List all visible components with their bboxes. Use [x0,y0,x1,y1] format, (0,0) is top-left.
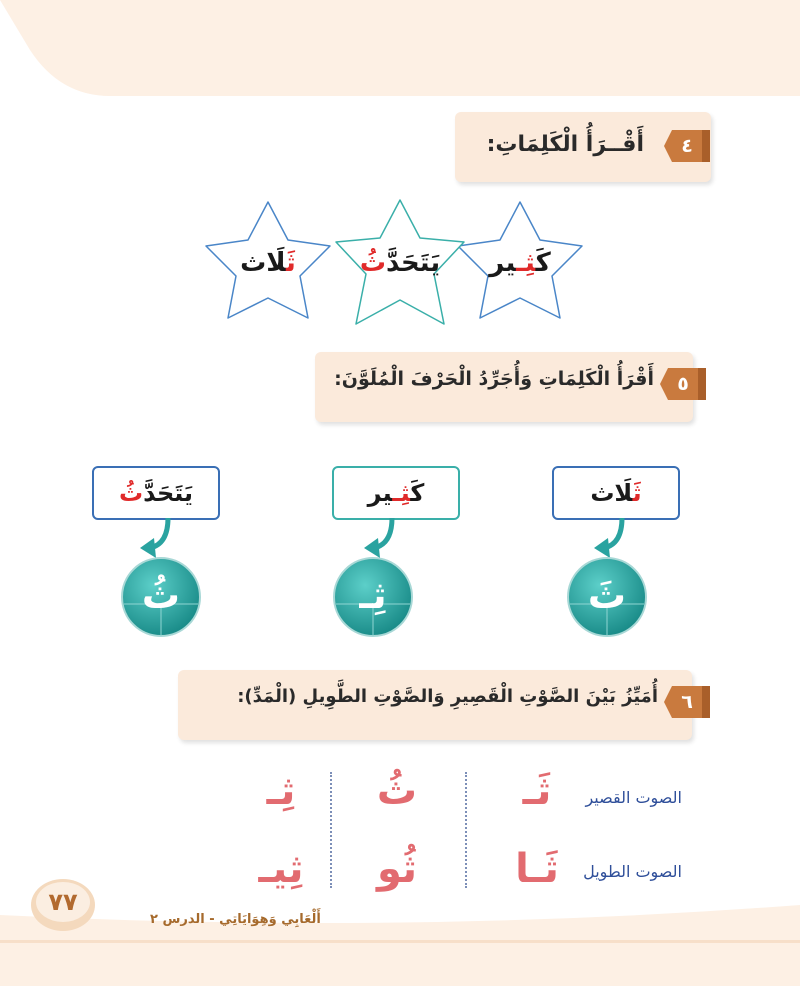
letter-circle-3-text: ثُ [141,573,181,617]
star-word-3: ثَلَاث [240,248,296,278]
footer-caption: أَلْعَابِي وَهِوَايَاتِي - الدرس ٢ [150,912,321,927]
word-box-3: يَتَحَدَّثُ [92,466,220,520]
section-5-number-badge [660,368,706,400]
column-divider-1 [465,772,467,888]
bottom-decorative-band [0,905,800,986]
section-4-title: أَقْــرَأُ الْكَلِمَاتِ: [486,132,644,157]
section-6-number-badge [664,686,710,718]
column-divider-2 [330,772,332,888]
star-word-1: كَثِـير [489,248,551,278]
long-letter-3: ثِيـ [258,846,304,892]
letter-circle-3 [120,556,202,638]
long-letter-2: ثُو [376,846,418,892]
section-6-number: ٦ [681,691,693,713]
word-box-1: ثَلَاث [552,466,680,520]
section-5-title: أَقْرَأُ الْكَلِمَاتِ وَأُجَرِّدُ الْحَرْفَ الْمُلَوَّنَ: [334,368,654,390]
star-word-2: يَتَحَدَّثُ [359,248,441,278]
section-4-number-badge [664,130,710,162]
letter-circle-2-text: ثِـ [359,573,387,617]
short-letter-2: ثُ [376,768,418,814]
long-letter-1: ثَـا [515,846,559,892]
letter-circle-1-text: ثَ [587,573,627,617]
short-letter-3: ثِـ [266,768,296,814]
page-number-badge [30,877,96,933]
section-5-number: ٥ [677,373,689,395]
word-box-2: كَثِـير [332,466,460,520]
letter-circle-1 [566,556,648,638]
long-vowel-label: الصوت الطويل [583,862,682,881]
short-letter-1: ثَـ [522,768,552,814]
top-decorative-band [0,0,800,96]
section-4-number: ٤ [681,135,693,157]
short-vowel-label: الصوت القصير [585,788,682,807]
section-6-title: أُمَيِّزُ بَيْنَ الصَّوْتِ الْقَصِيرِ وَالصَّوْتِ الطَّوِيلِ (الْمَدِّ): [237,686,658,707]
page-number: ٧٧ [48,888,78,916]
letter-circle-2 [332,556,414,638]
